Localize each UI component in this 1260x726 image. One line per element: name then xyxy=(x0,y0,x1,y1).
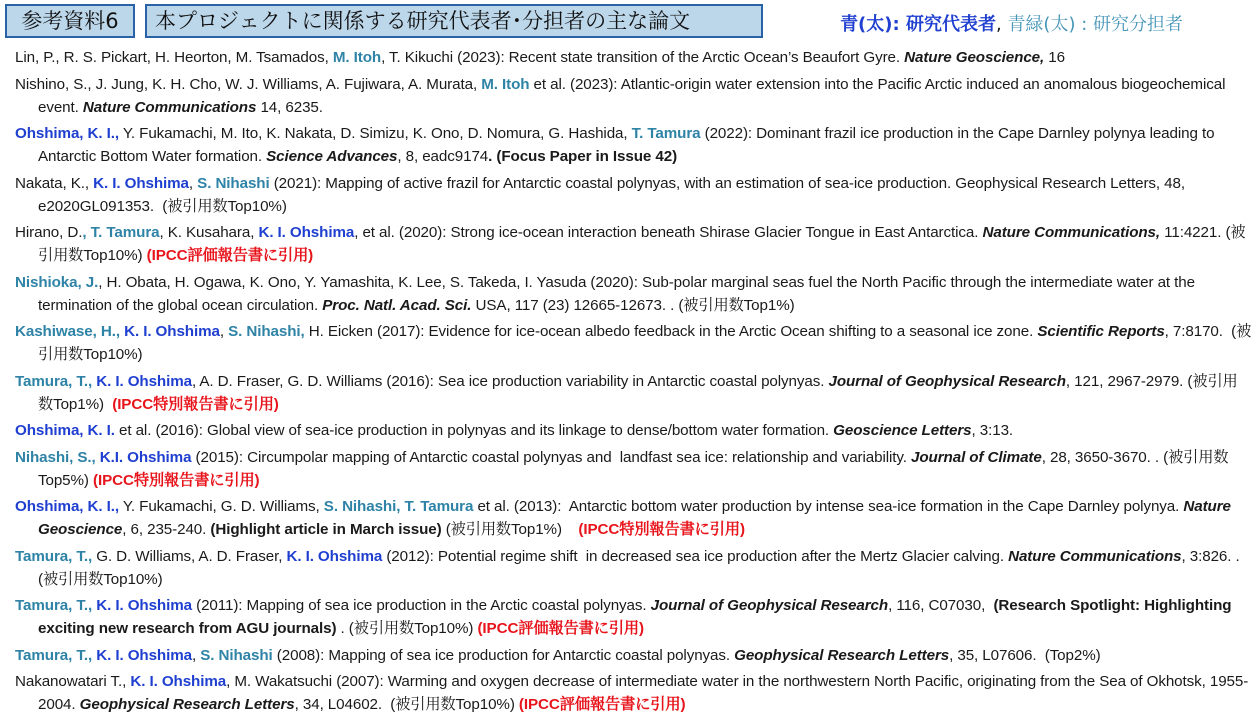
journal-name: Scientific Reports xyxy=(1037,323,1165,340)
citation-text: 16 xyxy=(1044,49,1065,66)
co-investigator-name: S. Nihashi xyxy=(197,174,270,192)
highlight-note: (Research Spotlight: Highlighting exciting new research from AGU journals) xyxy=(38,597,1236,637)
citation-text: , M. Wakatsuchi (2007): Warming and oxygen decrease of intermediate water in the northwestern North Pacific, originating from the Sea of Okhotsk, 1955-2004. xyxy=(38,673,1249,713)
principal-investigator-name: K.I. Ohshima xyxy=(99,448,192,466)
citation-text: et al. (2016): Global view of sea-ice production in polynyas and its linkage to dense/bottom water formation. xyxy=(114,422,834,439)
co-investigator-name: M. Itoh xyxy=(481,75,530,93)
legend-separator: , xyxy=(995,14,1008,35)
principal-investigator-name: Ohshima, K. I., xyxy=(15,498,119,515)
principal-investigator-name: K. I. Ohshima xyxy=(96,372,192,390)
citation-text: Y. Fukamachi, M. Ito, K. Nakata, D. Simizu, K. Ono, D. Nomura, G. Hashida, xyxy=(119,125,632,142)
journal-name: Nature Communications xyxy=(82,98,257,116)
journal-name: Nature Geoscience, xyxy=(904,49,1045,66)
citation-text: , 34, L04602. (被引用数Top10%) xyxy=(294,696,519,713)
citation-text: , xyxy=(192,646,201,664)
citation-text: Hirano, D. xyxy=(15,224,83,241)
citation-text: , 8, eadc9174 xyxy=(397,148,489,165)
co-investigator-name: S. Nihashi xyxy=(200,646,273,664)
slide-title: 本プロジェクトに関係する研究代表者･分担者の主な論文 xyxy=(145,4,763,38)
legend-co: 青緑(太) : 研究分担者 xyxy=(1007,14,1183,35)
citation-text: et al. (2013): Antarctic bottom water production by intense sea-ice formation in the Cape Darnley polynya. xyxy=(473,498,1184,515)
reference-list xyxy=(15,46,1252,720)
citation-text: 14, 6235. xyxy=(256,98,323,116)
principal-investigator-name: K. I. Ohshima xyxy=(258,224,355,241)
citation-text: , 121, 2967-2979. (被引用数Top1%) xyxy=(38,372,1238,413)
citation-text: (被引用数Top1%) xyxy=(441,521,579,538)
reference-material-badge: 参考資料6 xyxy=(5,4,135,38)
principal-investigator-name: K. I. Ohshima xyxy=(96,646,192,664)
reference-item xyxy=(15,271,1252,317)
journal-name: Science Advances xyxy=(266,148,398,165)
ipcc-citation-note: (IPCC評価報告書に引用) xyxy=(477,620,644,637)
journal-name: Nature Communications, xyxy=(982,224,1161,241)
journal-name: Nature Communications xyxy=(1008,547,1182,565)
citation-text: (2021): Mapping of active frazil for Antarctic coastal polynyas, with an estimation of sea-ice production. Geophysical Research Letters, 48, e2020GL091353. (被引用数Top10%) xyxy=(38,174,1190,215)
journal-name: Proc. Natl. Acad. Sci. xyxy=(322,296,472,314)
co-investigator-name: Tamura, T., xyxy=(15,646,93,664)
journal-name: Geophysical Research Letters xyxy=(79,696,295,713)
principal-investigator-name: K. I. Ohshima xyxy=(93,174,189,192)
citation-text: , 116, C07030, xyxy=(888,597,994,614)
co-investigator-name: Nihashi, S., xyxy=(15,448,96,466)
co-investigator-name: Tamura, T., xyxy=(15,597,93,614)
citation-text: (2008): Mapping of sea ice production for Antarctic coastal polynyas. xyxy=(272,646,735,664)
reference-item xyxy=(15,670,1252,716)
ipcc-citation-note: (IPCC特別報告書に引用) xyxy=(93,471,260,489)
reference-item xyxy=(15,644,1252,667)
co-investigator-name: T. Tamura xyxy=(631,125,701,142)
reference-item xyxy=(15,46,1252,69)
journal-name: Journal of Climate xyxy=(911,448,1042,466)
citation-text: , K. Kusahara, xyxy=(159,224,259,241)
journal-name: Geophysical Research Letters xyxy=(734,646,950,664)
reference-item xyxy=(15,221,1252,267)
citation-text: , 6, 235-240. xyxy=(122,521,211,538)
slide-header xyxy=(5,4,1255,42)
principal-investigator-name: K. I. Ohshima xyxy=(96,597,192,614)
ipcc-citation-note: (IPCC評価報告書に引用) xyxy=(518,696,686,713)
principal-investigator-name: K. I. Ohshima xyxy=(124,323,220,340)
reference-item xyxy=(15,545,1252,591)
ipcc-citation-note: (IPCC評価報告書に引用) xyxy=(146,247,314,264)
citation-text: (2011): Mapping of sea ice production in the Arctic coastal polynyas. xyxy=(192,597,651,614)
highlight-note: . (Focus Paper in Issue 42) xyxy=(488,148,678,165)
citation-text: 11:4221. (被引用数Top10%) xyxy=(38,224,1246,264)
reference-item xyxy=(15,73,1252,119)
reference-item xyxy=(15,594,1252,640)
color-legend xyxy=(840,10,1183,36)
journal-name: Journal of Geophysical Research xyxy=(650,597,889,614)
citation-text: USA, 117 (23) 12665-12673. . (被引用数Top1%) xyxy=(471,296,795,314)
co-investigator-name: Kashiwase, H., xyxy=(15,323,120,340)
principal-investigator-name: Ohshima, K. I. xyxy=(15,422,115,439)
citation-text: Nishino, S., J. Jung, K. H. Cho, W. J. Williams, A. Fujiwara, A. Murata, xyxy=(15,75,482,93)
co-investigator-name: M. Itoh xyxy=(332,49,382,66)
citation-text: Lin, P., R. S. Pickart, H. Heorton, M. Tsamados, xyxy=(15,49,333,66)
reference-item xyxy=(15,370,1252,416)
citation-text: (2012): Potential regime shift in decreased sea ice production after the Mertz Glacier calving. xyxy=(382,547,1009,565)
citation-text: (2022): Dominant frazil ice production in the Cape Darnley polynya leading to Antarctic Bottom Water formation. xyxy=(38,125,1218,165)
co-investigator-name: , T. Tamura xyxy=(82,224,160,241)
reference-item xyxy=(15,419,1252,442)
legend-pi: 青(太): 研究代表者 xyxy=(840,14,996,35)
citation-text: Nakata, K., xyxy=(15,174,94,192)
co-investigator-name: S. Nihashi, T. Tamura xyxy=(323,498,474,515)
reference-item xyxy=(15,446,1252,492)
citation-text: , xyxy=(219,323,229,340)
citation-text: Nakanowatari T., xyxy=(15,673,131,690)
citation-text: . (被引用数Top10%) xyxy=(336,620,478,637)
reference-item xyxy=(15,122,1252,168)
journal-name: Nature Geoscience xyxy=(38,498,1236,538)
citation-text: Y. Fukamachi, G. D. Williams, xyxy=(119,498,324,515)
ipcc-citation-note: (IPCC特別報告書に引用) xyxy=(578,521,745,538)
citation-text: , 35, L07606. (Top2%) xyxy=(949,646,1101,664)
citation-text: , et al. (2020): Strong ice-ocean interaction beneath Shirase Glacier Tongue in East Antarctica. xyxy=(354,224,983,241)
citation-text: , T. Kikuchi (2023): Recent state transition of the Arctic Ocean’s Beaufort Gyre. xyxy=(381,49,905,66)
co-investigator-name: Nishioka, J. xyxy=(15,273,99,291)
principal-investigator-name: Ohshima, K. I., xyxy=(15,125,119,142)
citation-text: G. D. Williams, A. D. Fraser, xyxy=(92,547,287,565)
co-investigator-name: Tamura, T., xyxy=(15,547,93,565)
principal-investigator-name: K. I. Ohshima xyxy=(130,673,227,690)
co-investigator-name: S. Nihashi, xyxy=(228,323,305,340)
citation-text: , 7:8170. (被引用数Top10%) xyxy=(38,323,1252,363)
journal-name: Geoscience Letters xyxy=(833,422,972,439)
highlight-note: (Highlight article in March issue) xyxy=(210,521,442,538)
reference-item xyxy=(15,320,1252,366)
citation-text: , xyxy=(188,174,198,192)
journal-name: Journal of Geophysical Research xyxy=(828,372,1066,390)
citation-text: , H. Obata, H. Ogawa, K. Ono, Y. Yamashita, K. Lee, S. Takeda, I. Yasuda (2020): Sub-polar marginal seas fuel the North Pacific through the intermediate water at the termination of the global ocean circulation. xyxy=(38,273,1200,314)
citation-text: , 3:826. . (被引用数Top10%) xyxy=(38,547,1244,588)
ipcc-citation-note: (IPCC特別報告書に引用) xyxy=(112,395,279,413)
citation-text: (2015): Circumpolar mapping of Antarctic coastal polynyas and landfast sea ice: relationship and variability. xyxy=(191,448,912,466)
citation-text: et al. (2023): Atlantic-origin water extension into the Pacific Arctic induced an anomalous biogeochemical event. xyxy=(38,75,1230,116)
citation-text: H. Eicken (2017): Evidence for ice-ocean albedo feedback in the Arctic Ocean shifting to a seasonal ice zone. xyxy=(304,323,1038,340)
citation-text: , 28, 3650-3670. . (被引用数Top5%) xyxy=(38,448,1229,489)
reference-item xyxy=(15,495,1252,541)
citation-text: , 3:13. xyxy=(971,422,1014,439)
reference-item xyxy=(15,172,1252,218)
citation-text: , A. D. Fraser, G. D. Williams (2016): Sea ice production variability in Antarctic coastal polynyas. xyxy=(192,372,829,390)
co-investigator-name: Tamura, T., xyxy=(15,372,93,390)
principal-investigator-name: K. I. Ohshima xyxy=(286,547,383,565)
